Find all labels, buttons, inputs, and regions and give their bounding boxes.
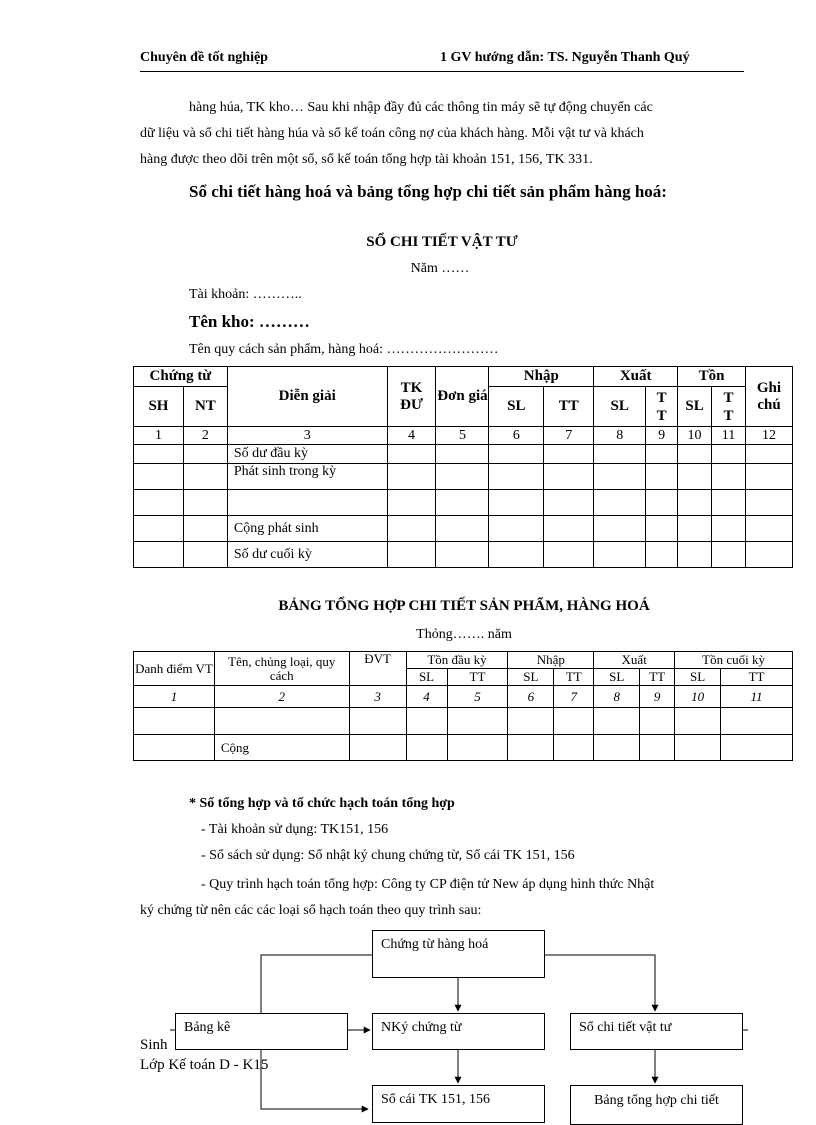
- col-sl: SL: [406, 669, 447, 686]
- col-xuat: Xuất: [594, 652, 675, 669]
- table-row: Số dư cuối kỳ: [134, 542, 793, 568]
- summary-title: BẢNG TỔNG HỢP CHI TIẾT SẢN PHẨM, HÀNG HOÁ: [278, 598, 650, 614]
- ledger-spec: Tên quy cách sản phẩm, hàng hoá: ……………………: [189, 342, 499, 357]
- col-nhap-tt: TT: [544, 387, 594, 427]
- col-chung-tu: Chứng từ: [134, 367, 228, 387]
- col-ton: Tồn: [678, 367, 746, 387]
- col-nhap: Nhập: [489, 367, 594, 387]
- flow-node-bang-ke: Bảng kê: [175, 1013, 348, 1050]
- paragraph-line: hàng được theo dõi trên một sổ, sổ kế toán tổng hợp tài khoản 151, 156, TK 331.: [140, 152, 593, 167]
- col-dvt: ĐVT: [349, 652, 406, 686]
- col-ton-sl: SL: [678, 387, 712, 427]
- col-ton-dau: Tồn đầu kỳ: [406, 652, 508, 669]
- flow-node-nky-chung-tu: NKý chứng từ: [372, 1013, 545, 1050]
- footer-student: Sinh: [140, 1037, 168, 1053]
- col-tt: TT: [447, 669, 508, 686]
- ledger-title: SỔ CHI TIẾT VẬT TƯ: [366, 234, 518, 250]
- ledger-warehouse: Tên kho: ………: [189, 312, 310, 331]
- flow-node-chung-tu: Chứng từ hàng hoá: [372, 930, 545, 978]
- header-left: Chuyên đề tốt nghiệp: [140, 50, 268, 65]
- header-right: 1 GV hướng dẫn: TS. Nguyễn Thanh Quý: [440, 50, 690, 65]
- paragraph-line: hàng húa, TK kho… Sau khi nhập đầy đủ các thông tin máy sẽ tự động chuyển các: [189, 100, 653, 115]
- col-sl: SL: [508, 669, 554, 686]
- table-row: Phát sinh trong kỳ: [134, 464, 793, 490]
- col-ghi-chu: Ghi chú: [745, 367, 792, 427]
- col-tk-du: TK ĐƯ: [387, 367, 436, 427]
- col-sh: SH: [134, 387, 184, 427]
- col-ton-cuoi: Tồn cuối kỳ: [675, 652, 793, 669]
- col-tt: TT: [640, 669, 675, 686]
- summary-period: Thỏng……. năm: [416, 627, 512, 642]
- col-sl: SL: [675, 669, 721, 686]
- col-nhap-sl: SL: [489, 387, 544, 427]
- summary-number-row: 1 2 3 4 5 6 7 8 9 10 11: [134, 686, 793, 708]
- col-ton-tt: T T: [712, 387, 746, 427]
- ledger-year: Năm ……: [410, 261, 470, 276]
- col-danh-diem: Danh điểm VT: [134, 652, 215, 686]
- col-xuat-sl: SL: [594, 387, 646, 427]
- section2-heading: * Sổ tổng hợp và tổ chức hạch toán tổng hợp: [189, 796, 455, 811]
- table-row: Cộng: [134, 735, 793, 761]
- col-nt: NT: [183, 387, 227, 427]
- paragraph-line: dữ liệu và sổ chi tiết hàng húa và sổ kế toán công nợ của khách hàng. Mỗi vật tư và khách: [140, 126, 644, 141]
- col-sl: SL: [594, 669, 640, 686]
- col-dien-giai: Diễn giải: [227, 367, 387, 427]
- col-tt: TT: [554, 669, 594, 686]
- ledger-number-row: 1 2 3 4 5 6 7 8 9 10 11 12: [134, 427, 793, 445]
- table-row: Số dư đầu kỳ: [134, 445, 793, 464]
- col-ten: Tên, chủng loại, quy cách: [214, 652, 349, 686]
- footer-class: Lớp Kế toán D - K15: [140, 1057, 269, 1073]
- section2-paragraph: - Quy trình hạch toán tổng hợp: Công ty CP điện tử New áp dụng hình thức Nhật ký chứng từ nên các các loại sổ hạch toán theo quy trình sau:: [140, 877, 655, 918]
- col-don-gia: Đơn giá: [436, 367, 489, 427]
- flow-node-bang-tong-hop: Bảng tổng hợp chi tiết: [570, 1085, 743, 1125]
- flow-node-so-chi-tiet: Sổ chi tiết vật tư: [570, 1013, 743, 1050]
- col-nhap: Nhập: [508, 652, 594, 669]
- section-heading: Sổ chi tiết hàng hoá và bảng tổng hợp chi tiết sản phẩm hàng hoá:: [189, 182, 667, 201]
- ledger-account: Tài khoản: ………..: [189, 287, 302, 302]
- flow-node-so-cai: Sổ cái TK 151, 156: [372, 1085, 545, 1123]
- col-xuat-tt: T T: [646, 387, 678, 427]
- section2-bullet: - Tài khoản sử dụng: TK151, 156: [201, 822, 389, 837]
- section2-bullet: - Sổ sách sử dụng: Sổ nhật ký chung chứng từ, Sổ cái TK 151, 156: [201, 848, 575, 863]
- col-tt: TT: [721, 669, 793, 686]
- col-xuat: Xuất: [594, 367, 678, 387]
- table-row: Cộng phát sinh: [134, 516, 793, 542]
